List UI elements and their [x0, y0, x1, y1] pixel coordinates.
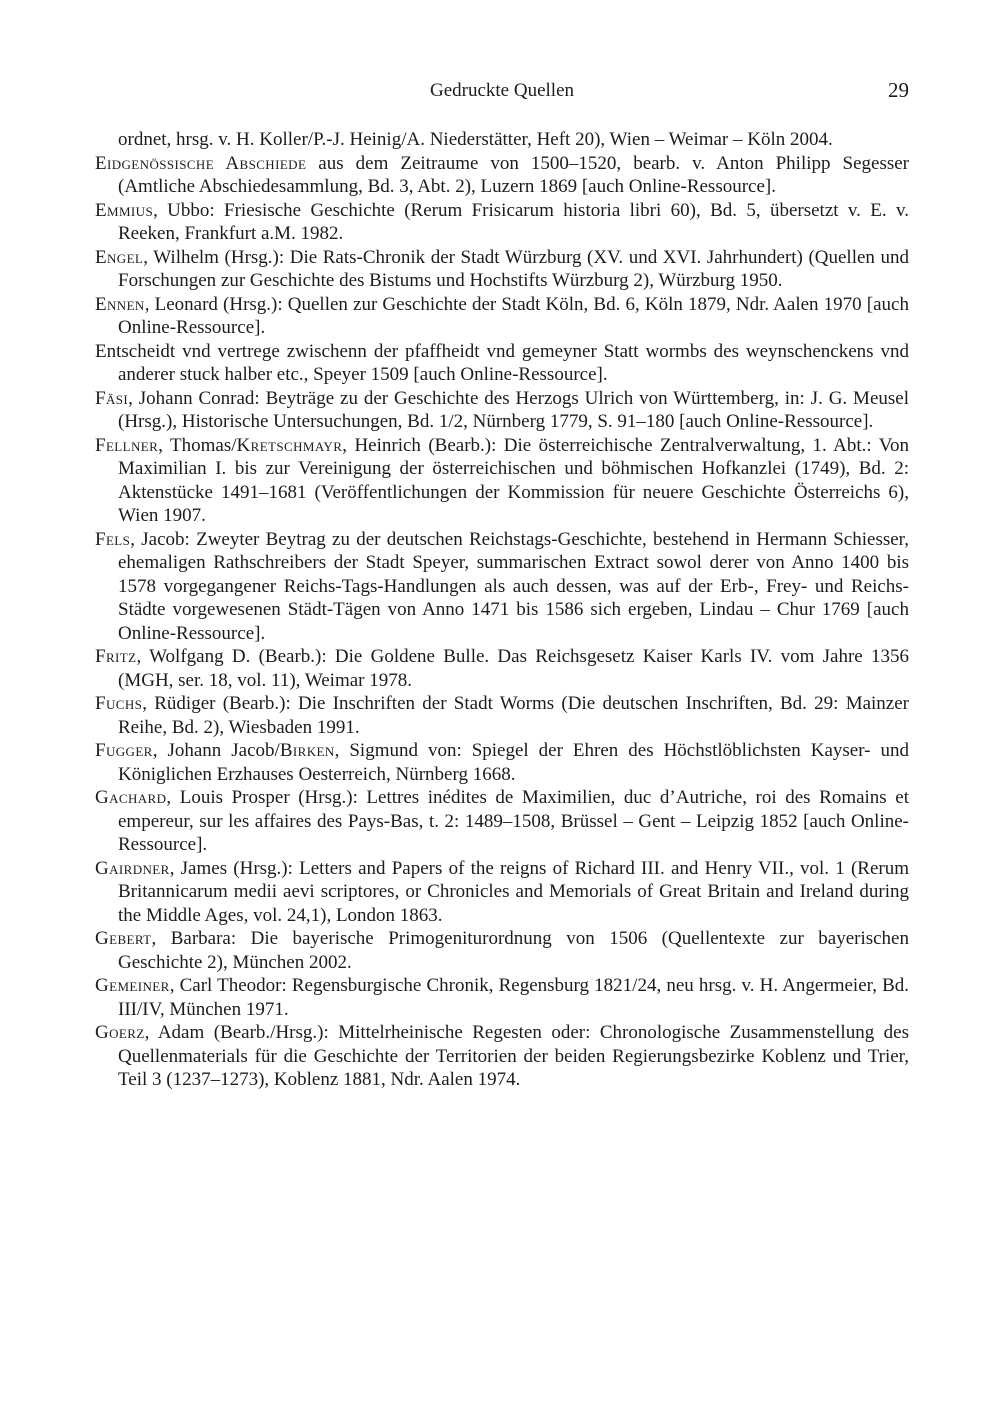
bibliography-entry-continuation — [95, 128, 909, 152]
entry-text: , Leonard (Hrsg.): Quellen zur Geschichte der Stadt Köln, Bd. 6, Köln 1879, Ndr. Aalen 1970 [auch Online-Ressource]. — [118, 293, 909, 338]
bibliography-entry — [95, 1021, 909, 1092]
author-name: Fugger — [95, 740, 153, 761]
entry-text: , James (Hrsg.): Letters and Papers of the reigns of Richard III. and Henry VII., vol. 1 (Rerum Britannicarum medii aevi scriptores, or Chronicles and Memorials of Great Britain and Ireland during the Middle Ages, vol. 24,1), London 1863. — [118, 857, 909, 926]
running-title: Gedruckte Quellen — [429, 80, 575, 101]
author-name: Gairdner — [95, 857, 170, 879]
entry-text: , Heinrich (Bearb.): Die österreichische Zentralverwaltung, 1. Abt.: Von Maximilian I. bis zur Vereinigung der österreichischen und böhmischen Hofkanzlei (1749), Bd. 2: Aktenstücke 1491–1681 (Veröffentlichungen der Kommission für neuere Geschichte Österreichs 6), Wien 1907. — [118, 434, 909, 526]
entry-text: , Jacob: Zweyter Beytrag zu der deutschen Reichstags-Geschichte, bestehend in Hermann Schiesser, ehemaligen Rathschreibers der Stadt Speyer, summarischen Extract sowol derer von Anno 1400 bis 1578 vorgegangener Reichs-Tags-Handlungen als auch dessen, was auf der Erb-, Frey- und Reichs-Städte vorgewesenen Städt-Tägen von Anno 1471 bis 1586 sich ergeben, Lindau – Chur 1769 [auch Online-Ressource]. — [118, 528, 909, 644]
author-name: Engel — [95, 246, 144, 268]
bibliography-entry — [95, 857, 909, 928]
author-name: Fritz — [95, 646, 137, 667]
bibliography-entry — [95, 434, 909, 528]
entry-text: , Johann Jacob/ — [152, 740, 280, 761]
author-name: Fäsi — [95, 387, 129, 409]
entry-text: , Wilhelm (Hrsg.): Die Rats-Chronik der Stadt Würzburg (XV. und XVI. Jahrhundert) (Quellen und Forschungen zur Geschichte des Bistums und Hochstifts Würzburg 2), Würzburg 1950. — [118, 246, 909, 291]
author-name: Birken — [279, 740, 335, 761]
bibliography-list — [95, 128, 909, 1092]
entry-text: , Carl Theodor: Regensburgische Chronik, Regensburg 1821/24, neu hrsg. v. H. Angermeier, Bd. III/IV, München 1971. — [118, 975, 909, 1020]
page-number: 29 — [888, 78, 909, 102]
bibliography-entry — [95, 974, 909, 1021]
page-header — [95, 80, 909, 106]
entry-text: ordnet, hrsg. v. H. Koller/P.-J. Heinig/A. Niederstätter, Heft 20), Wien – Weimar – Köln 2004. — [118, 129, 833, 150]
author-name: Fellner — [95, 434, 159, 456]
entry-text: , Thomas/ — [158, 434, 237, 456]
entry-text: , Wolfgang D. (Bearb.): Die Goldene Bulle. Das Reichsgesetz Kaiser Karls IV. vom Jahre 1356 (MGH, ser. 18, vol. 11), Weimar 1978. — [118, 646, 909, 691]
author-name: Ennen — [95, 293, 145, 315]
author-name: Goerz — [95, 1022, 145, 1043]
entry-text: , Louis Prosper (Hrsg.): Lettres inédites de Maximilien, duc d’Autriche, roi des Romains et empereur, sur les affaires des Pays-Bas, t. 2: 1489–1508, Brüssel – Gent – Leipzig 1852 [auch Online-Ressource]. — [118, 787, 909, 855]
entry-text: , Johann Conrad: Beyträge zu der Geschichte des Herzogs Ulrich von Württemberg, in: J. G. Meusel (Hrsg.), Historische Untersuchungen, Bd. 1/2, Nürnberg 1779, S. 91–180 [auch Online-Ressource]. — [118, 387, 909, 432]
bibliography-entry — [95, 692, 909, 739]
author-name: Fels — [95, 528, 131, 550]
bibliography-entry — [95, 645, 909, 692]
author-name: Eidgenössische Abschiede — [95, 152, 307, 174]
bibliography-entry — [95, 293, 909, 340]
entry-text: aus dem Zeitraume von 1500–1520, bearb. v. Anton Philipp Segesser (Amtliche Abschiedesammlung, Bd. 3, Abt. 2), Luzern 1869 [auch Online-Ressource]. — [118, 152, 910, 197]
entry-text: Entscheidt vnd vertrege zwischenn der pfaffheidt vnd gemeyner Statt wormbs des weynschenckens vnd anderer stuck halber etc., Speyer 1509 [auch Online-Ressource]. — [95, 340, 909, 385]
author-name: Fuchs — [95, 693, 143, 714]
bibliography-entry — [95, 528, 909, 646]
entry-text: , Adam (Bearb./Hrsg.): Mittelrheinische Regesten oder: Chronologische Zusammenstellung des Quellenmaterials für die Geschichte der Territorien der beiden Regierungsbezirke Koblenz und Trier, Teil 3 (1237–1273), Koblenz 1881, Ndr. Aalen 1974. — [118, 1022, 909, 1090]
entry-text: , Barbara: Die bayerische Primogeniturordnung von 1506 (Quellentexte zur bayerischen Geschichte 2), München 2002. — [118, 928, 909, 973]
bibliography-entry — [95, 739, 909, 786]
entry-text: , Sigmund von: Spiegel der Ehren des Höchstlöblichsten Kayser- und Königlichen Erzhauses Oesterreich, Nürnberg 1668. — [118, 740, 909, 785]
bibliography-entry — [95, 786, 909, 857]
entry-text: , Ubbo: Friesische Geschichte (Rerum Frisicarum historia libri 60), Bd. 5, übersetzt v. E. v. Reeken, Frankfurt a.M. 1982. — [118, 199, 909, 244]
bibliography-entry — [95, 246, 909, 293]
author-name: Gachard — [95, 787, 167, 808]
author-name: Emmius — [95, 199, 154, 221]
author-name: Gebert — [95, 928, 152, 949]
bibliography-entry — [95, 340, 909, 387]
bibliography-entry — [95, 152, 909, 199]
bibliography-entry — [95, 199, 909, 246]
author-name: Gemeiner — [95, 975, 170, 996]
bibliography-entry — [95, 927, 909, 974]
bibliography-entry — [95, 387, 909, 434]
author-name: Kretschmayr — [236, 434, 343, 456]
entry-text: , Rüdiger (Bearb.): Die Inschriften der Stadt Worms (Die deutschen Inschriften, Bd. 29: Mainzer Reihe, Bd. 2), Wiesbaden 1991. — [118, 693, 909, 738]
